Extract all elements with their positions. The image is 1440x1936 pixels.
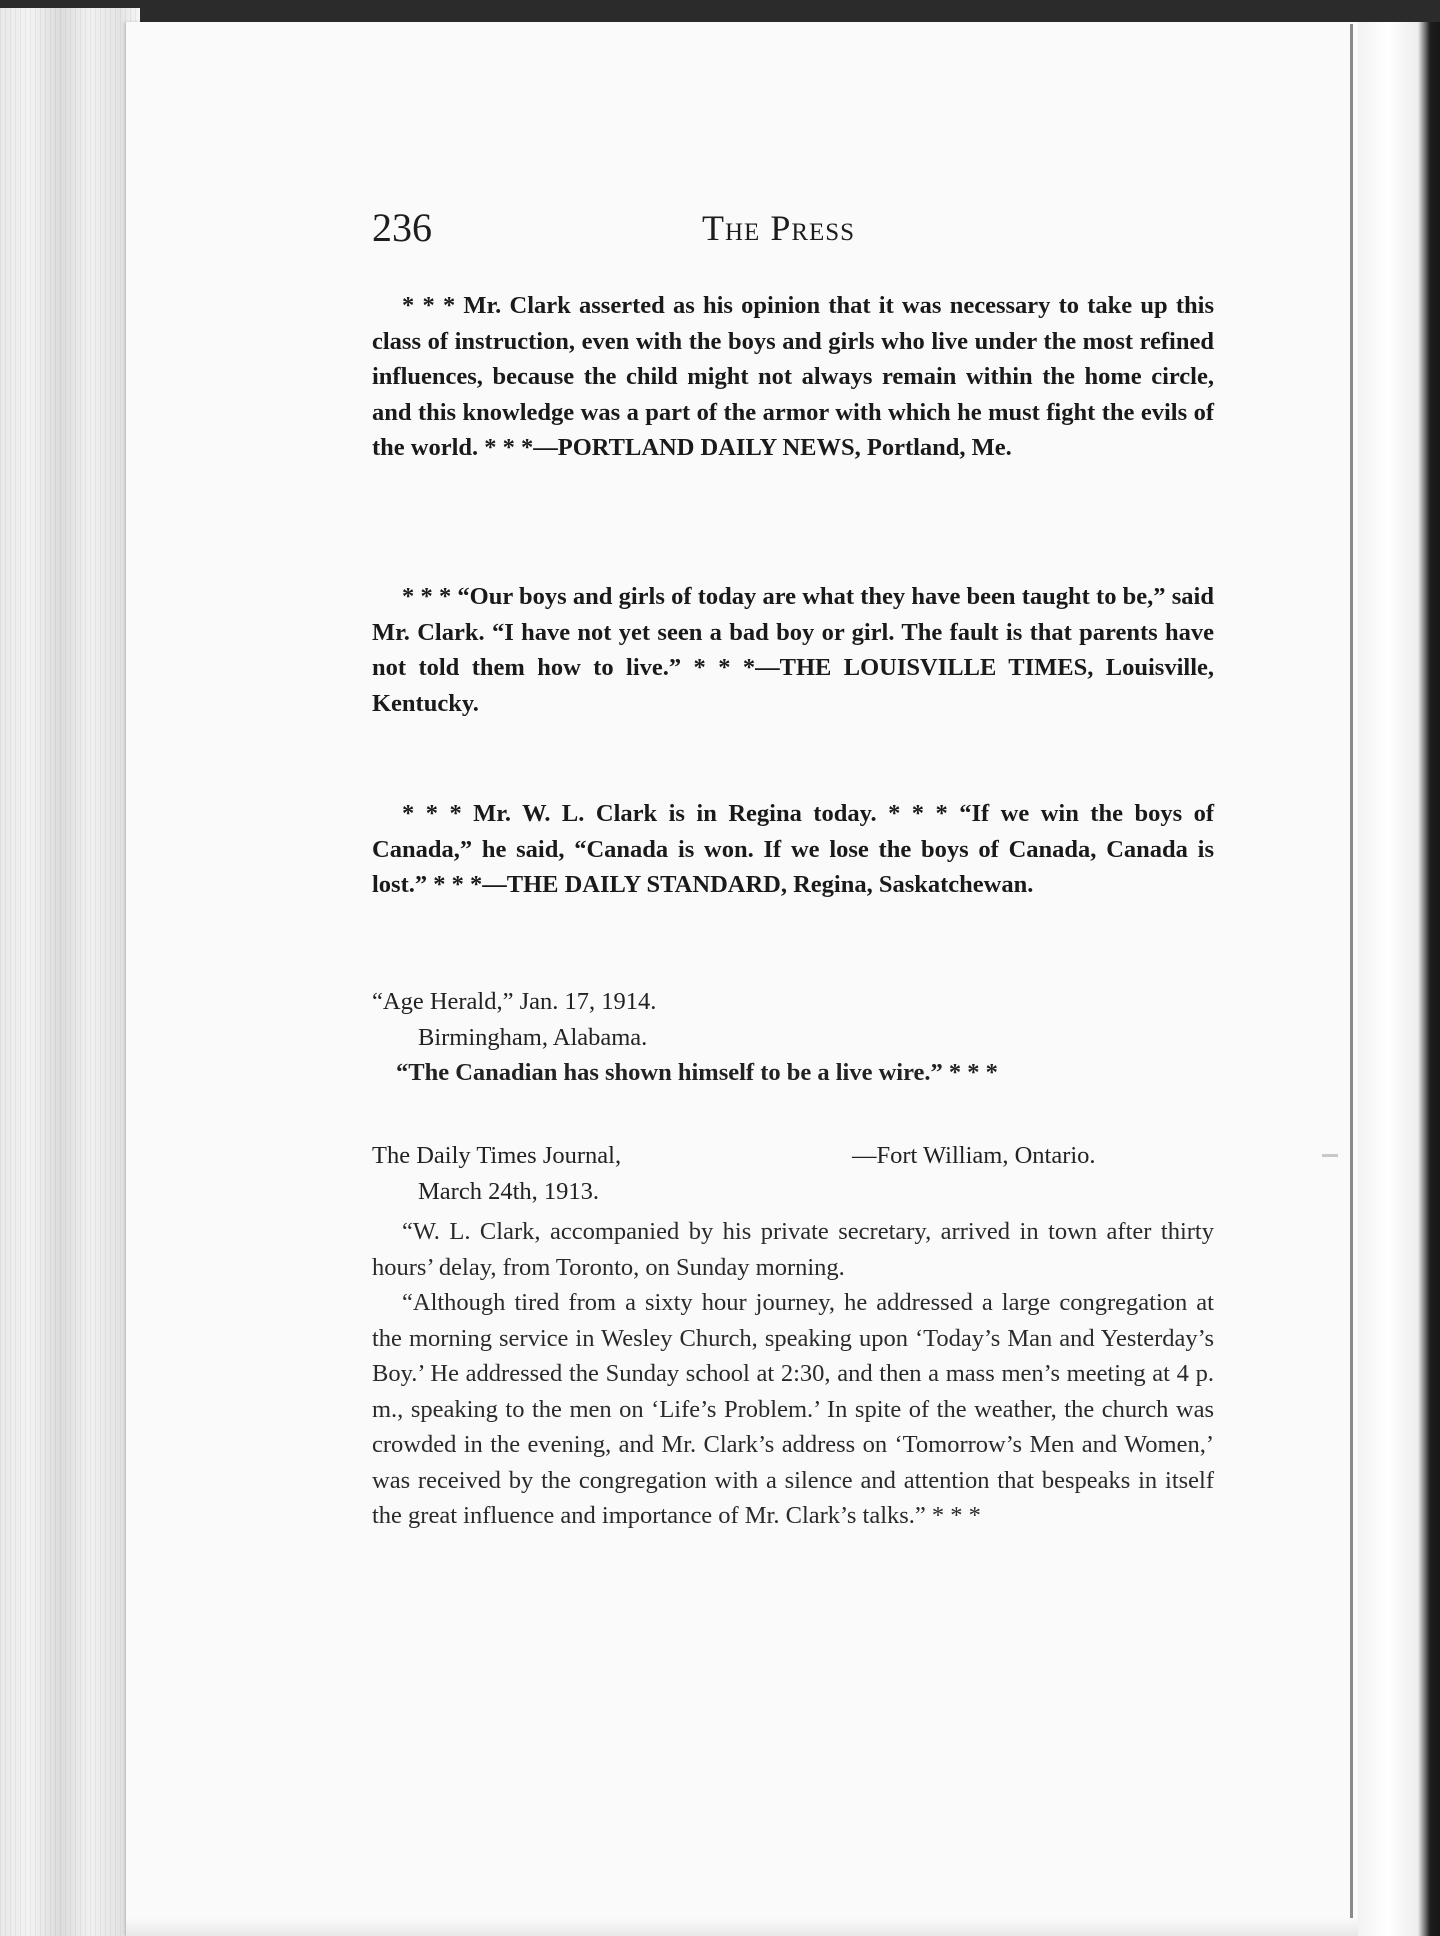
ink-smudge: [1322, 1154, 1338, 1157]
paragraph-regina: * * * Mr. W. L. Clark is in Regina today. * * * “If we win the boys of Canada,” he said, “Canada is won. If we lose the boys of Canada, Canada is lost.” * * *—THE DAILY STANDARD, Regina, Saskatchewan.: [372, 800, 1214, 898]
times-journal-paragraph-2: “Although tired from a sixty hour journey, he addressed a large congregation at the morning service in Wesley Church, speaking upon ‘Today’s Man and Yesterday’s Boy.’ He addressed the Sunday school at 2:30, and then a mass men’s meeting at 4 p. m., speaking to the men on ‘Life’s Problem.’ In spite of the weather, the church was crowded in the evening, and Mr. Clark’s address on ‘Tomorrow’s Men and Women,’ was received by the congregation with a silence and attention that bespeaks in itself the great influence and importance of Mr. Clark’s talks.” * * *: [372, 1289, 1214, 1529]
page-header: [372, 206, 892, 250]
times-journal-source: The Daily Times Journal,: [372, 1142, 622, 1169]
age-herald-place: Birmingham, Alabama.: [418, 1023, 648, 1051]
paragraph-louisville: * * * “Our boys and girls of today are what they have been taught to be,” said Mr. Clark. “I have not yet seen a bad boy or girl. The fault is that parents have not told them how to live.” * * *—THE LOUISVILLE TIMES, Louisville, Kentucky.: [372, 583, 1214, 717]
quote-daily-standard: [372, 796, 1214, 903]
running-head: The Press: [702, 208, 856, 248]
page-number: 236: [372, 205, 432, 250]
times-journal-header-row: [372, 1138, 1214, 1174]
times-journal-body: [372, 1214, 1214, 1534]
paragraph-portland: * * * Mr. Clark asserted as his opinion that it was necessary to take up this class of instruction, even with the boys and girls who live under the most refined influences, because the child might not always remain within the home circle, and this knowledge was a part of the armor with which he must fight the evils of the world. * * *—PORTLAND DAILY NEWS, Portland, Me.: [372, 292, 1214, 461]
scan-right-border: [1358, 22, 1440, 1936]
book-page-edges: [0, 8, 140, 1936]
times-journal-paragraph-1: “W. L. Clark, accompanied by his private secretary, arrived in town after thirty hours’ delay, from Toronto, on Sunday morning.: [372, 1218, 1214, 1281]
age-herald-source: “Age Herald,” Jan. 17, 1914.: [372, 988, 657, 1015]
scan-bottom-edge: [126, 1918, 1358, 1936]
times-journal-date: March 24th, 1913.: [418, 1178, 599, 1205]
times-journal-place: —Fort William, Ontario.: [852, 1142, 1096, 1169]
age-herald-quote: “The Canadian has shown himself to be a live wire.” * * *: [396, 1059, 998, 1086]
quote-portland-daily-news: [372, 288, 1214, 466]
citation-age-herald: [372, 984, 1214, 1091]
citation-times-journal: [372, 1138, 1214, 1210]
quote-louisville-times: [372, 579, 1214, 721]
page-fold-line: [1350, 24, 1353, 1924]
